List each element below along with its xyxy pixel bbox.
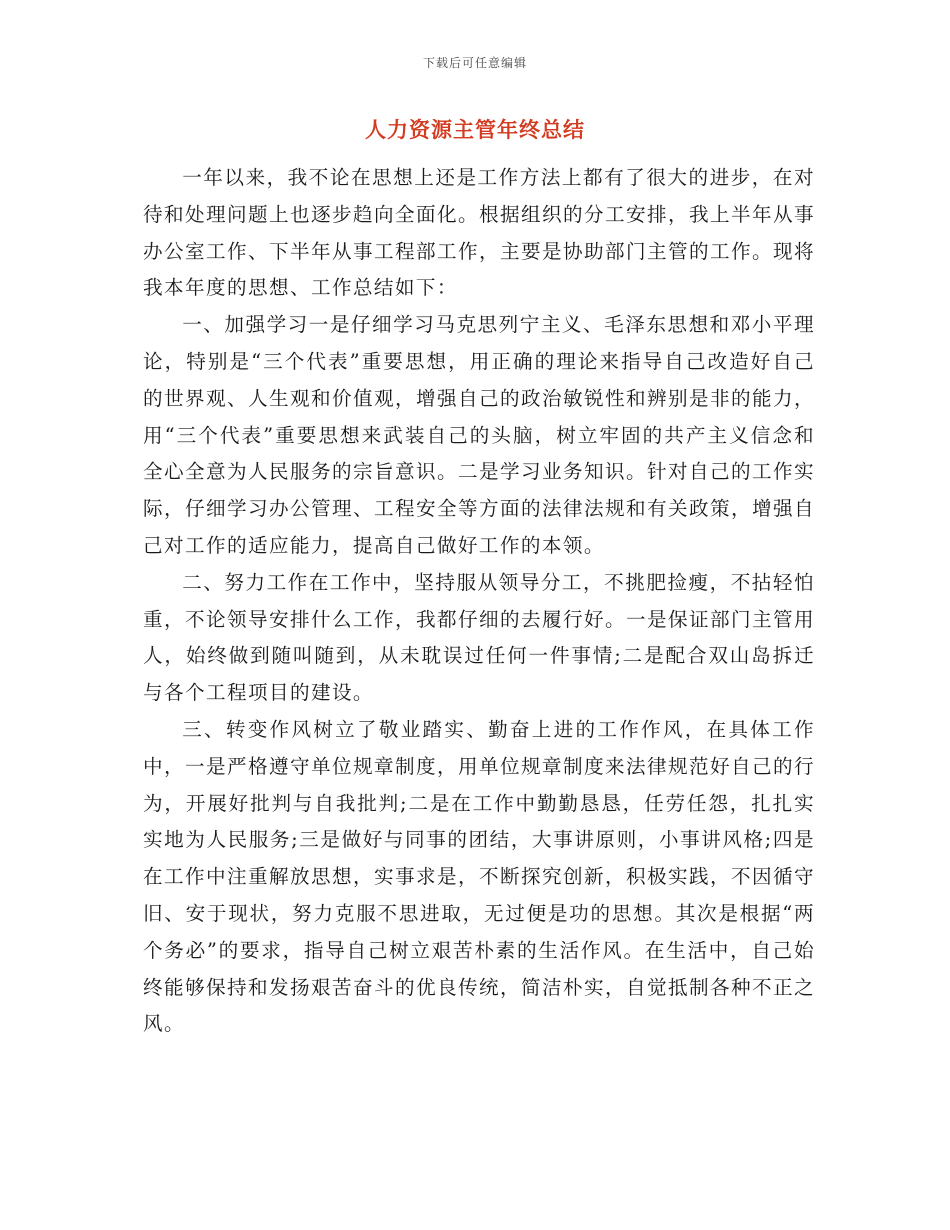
header-note: 下载后可任意编辑 — [422, 56, 527, 70]
paragraph-style: 三、转变作风树立了敬业踏实、勤奋上进的工作作风，在具体工作中，一是严格遵守单位规章制度，用单位规章制度来法律规范好自己的行为，开展好批判与自我批判;二是在工作中勤勤恳恳，任劳任怨，扎扎实实地为人民服务;三是做好与同事的团结，大事讲原则，小事讲风格;四是在工作中注重解放思想，实事求是，不断探究创新，积极实践，不因循守旧、安于现状，努力克服不思进取，无过便是功的思想。其次是根据“两个务必”的要求，指导自己树立艰苦朴素的生活作风。在生活中，自己始终能够保持和发扬艰苦奋斗的优良传统，简洁朴实，自觉抵制各种不正之风。 — [143, 717, 815, 1036]
document-title: 人力资源主管年终总结 — [365, 117, 585, 142]
paragraph-intro: 一年以来，我不论在思想上还是工作方法上都有了很大的进步，在对待和处理问题上也逐步趋向全面化。根据组织的分工安排，我上半年从事办公室工作、下半年从事工程部工作，主要是协助部门主管的工作。现将我本年度的思想、工作总结如下： — [143, 166, 815, 300]
document-body — [143, 160, 815, 1043]
paragraph-work: 二、努力工作在工作中，坚持服从领导分工，不挑肥捡瘦，不拈轻怕重，不论领导安排什么工作，我都仔细的去履行好。一是保证部门主管用人，始终做到随叫随到，从未耽误过任何一件事情;二是配合双山岛拆迁与各个工程项目的建设。 — [143, 570, 815, 705]
paragraph-study: 一、加强学习一是仔细学习马克思列宁主义、毛泽东思想和邓小平理论，特别是“三个代表”重要思想，用正确的理论来指导自己改造好自己的世界观、人生观和价值观，增强自己的政治敏锐性和辨别是非的能力，用“三个代表”重要思想来武装自己的头脑，树立牢固的共产主义信念和全心全意为人民服务的宗旨意识。二是学习业务知识。针对自己的工作实际，仔细学习办公管理、工程安全等方面的法律法规和有关政策，增强自己对工作的适应能力，提高自己做好工作的本领。 — [143, 313, 815, 557]
